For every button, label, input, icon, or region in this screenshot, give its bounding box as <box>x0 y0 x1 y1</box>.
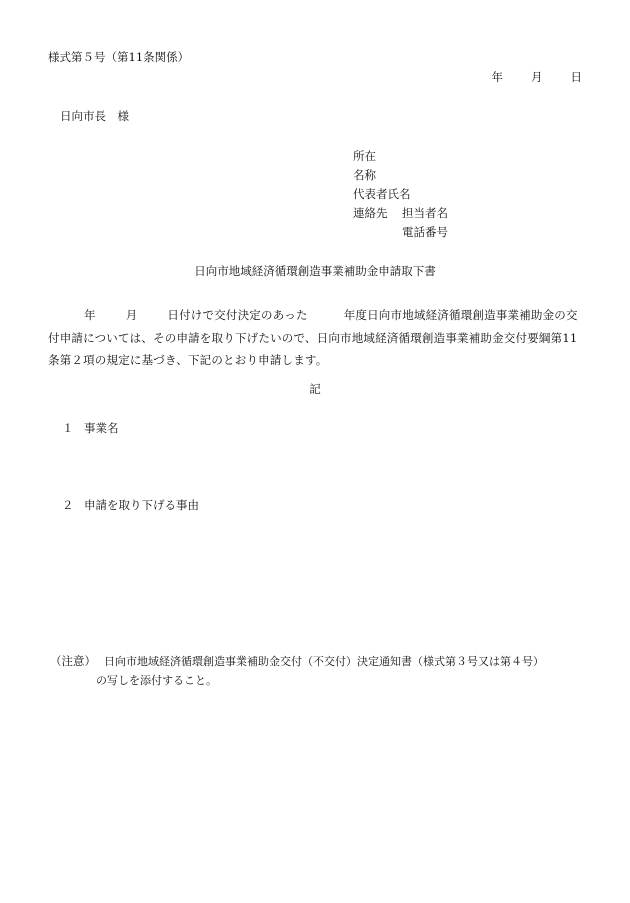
body-year: 年 <box>84 308 96 322</box>
item-2-label: 申請を取り下げる事由 <box>84 498 199 512</box>
body-part2: 年度日向市地域経済循環創造事業補助金の交付申請については、その申請を取り下げたいので、日向市地域経済循環創造事業補助金交付要綱第11条第２項の規定に基づき、下記のとおり申請します。 <box>48 308 578 367</box>
representative-label: 代表者氏名 <box>353 187 411 201</box>
person-in-charge-label: 担当者名 <box>402 206 448 220</box>
note-line-1: 日向市地域経済循環創造事業補助金交付（不交付）決定通知書（様式第３号又は第４号） <box>104 655 544 668</box>
name-label: 名称 <box>353 168 376 182</box>
body-month: 月 <box>125 308 138 322</box>
phone-label: 電話番号 <box>402 225 448 239</box>
document-title: 日向市地域経済循環創造事業補助金申請取下書 <box>194 264 436 278</box>
ki-heading: 記 <box>309 382 321 396</box>
date-year: 年 <box>491 70 503 84</box>
date-month: 月 <box>531 70 543 84</box>
item-1-number: １ <box>62 421 74 435</box>
addressee: 日向市長 様 <box>60 109 129 123</box>
date-day: 日 <box>570 70 582 84</box>
item-2-number: ２ <box>62 498 74 512</box>
contact-label: 連絡先 <box>353 206 388 220</box>
item-1-label: 事業名 <box>84 421 119 435</box>
body-part1: 日付けで交付決定のあった <box>167 308 308 322</box>
note-line-2: の写しを添付すること。 <box>96 674 217 687</box>
form-number: 様式第５号（第11条関係） <box>48 50 190 64</box>
note-label: （注意） <box>50 654 96 668</box>
date-line <box>492 72 583 84</box>
body-paragraph <box>48 304 582 372</box>
address-label: 所在 <box>353 149 376 163</box>
